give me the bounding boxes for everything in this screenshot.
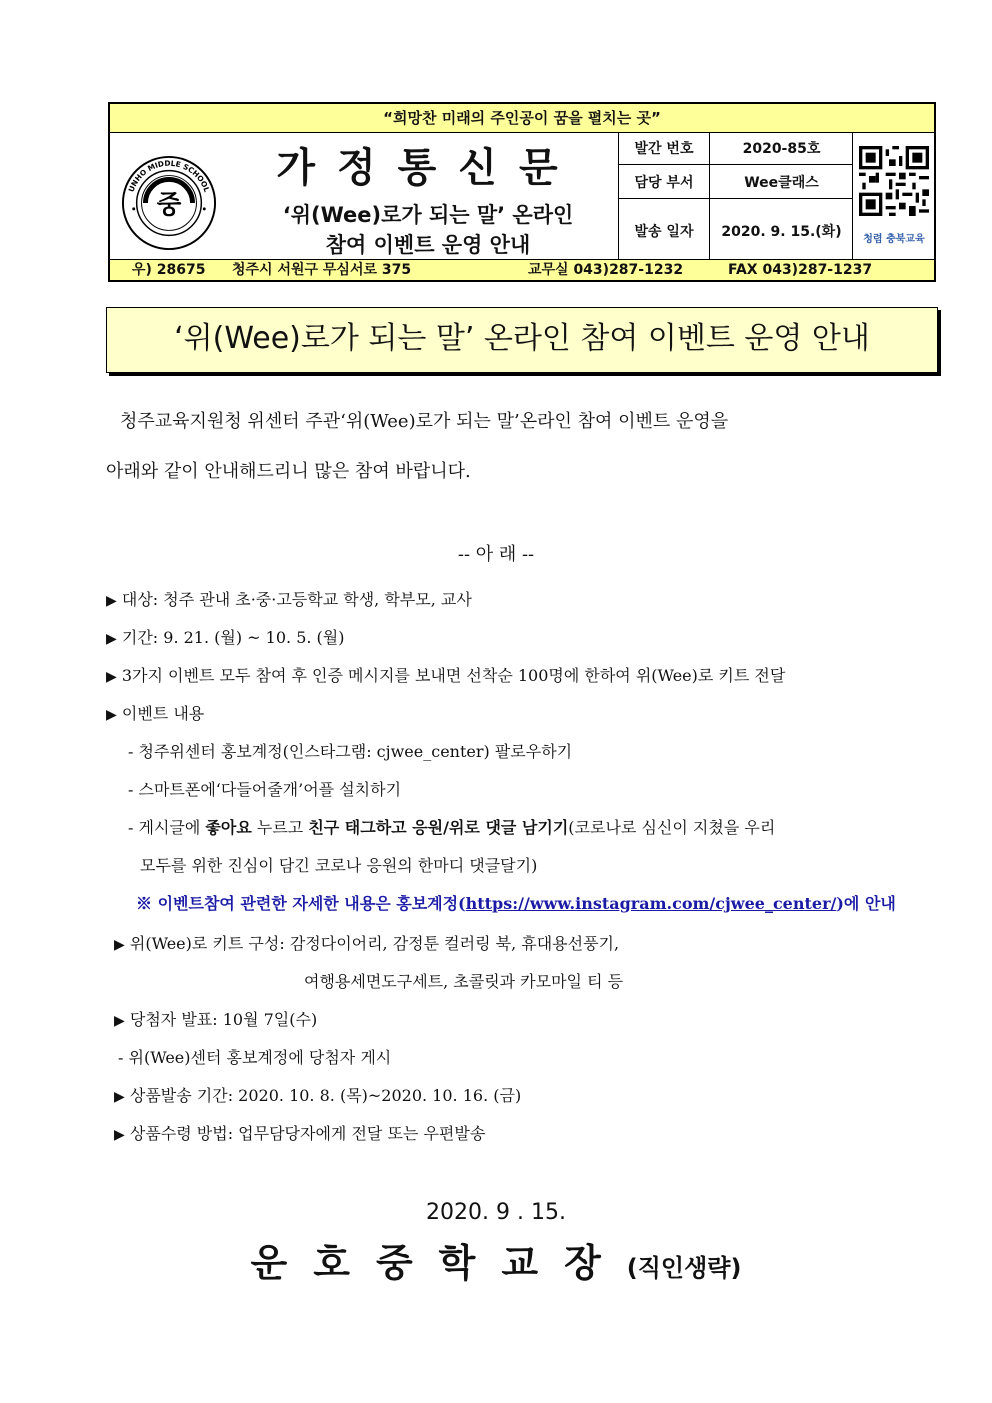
principal-signature: [0, 1232, 992, 1287]
principal-name: 운호중학교장: [250, 1240, 627, 1285]
detail-note: [136, 891, 896, 914]
item-receive-text: 상품수령 방법: 업무담당자에게 전달 또는 우편발송: [129, 1124, 486, 1143]
department-value: Wee클래스: [744, 174, 819, 191]
sub3-part: (코로나로 심신이 지쳤을 우리: [568, 818, 776, 837]
bullet-icon: ▶: [114, 937, 125, 953]
item-reward: [106, 663, 785, 686]
office-phone: 교무실 043)287-1232: [528, 262, 684, 278]
bullet-icon: ▶: [114, 1127, 125, 1143]
item-target-text: 대상: 청주 관내 초·중·고등학교 학생, 학부모, 교사: [121, 590, 472, 609]
notice-title: ‘위(Wee)로가 되는 말’ 온라인 참여 이벤트 운영 안내: [174, 321, 870, 356]
newsletter-subtitle: [238, 200, 618, 260]
tag-emphasis: 친구 태그하고 응원/위로 댓글 남기기: [308, 818, 569, 837]
bullet-icon: ▶: [114, 1013, 125, 1029]
item-target: [106, 587, 472, 610]
subtitle-line-2: 참여 이벤트 운영 안내: [325, 233, 531, 257]
education-office-logo: 청렴 충북교육: [863, 234, 925, 245]
school-motto: “희망찬 미래의 주인공이 꿈을 펼치는 곳”: [110, 104, 934, 133]
newsletter-title: 가정통신문: [276, 144, 580, 191]
logo-ring-text: UNHO MIDDLE SCHOOL: [126, 158, 212, 194]
item-kit: [114, 931, 619, 954]
department-row: [619, 165, 853, 199]
sub3-part: - 게시글에: [128, 818, 206, 837]
bullet-icon: ▶: [106, 669, 117, 685]
content-sub-2: - 스마트폰에‘다들어줄개’어플 설치하기: [128, 780, 402, 799]
address-bar: [110, 259, 934, 280]
bullet-icon: ▶: [106, 593, 117, 609]
qr-area: [852, 132, 935, 262]
item-period: [106, 625, 345, 648]
department-label: 담당 부서: [619, 165, 710, 198]
item-winner: [114, 1007, 317, 1030]
issue-number-label: 발간 번호: [619, 132, 710, 164]
item-content: [106, 701, 204, 724]
school-logo: [120, 154, 218, 252]
content-sub-3: [128, 815, 775, 838]
send-date-row: [619, 199, 853, 262]
street-address: 청주시 서원구 무심서로 375: [232, 262, 412, 278]
item-kit-text: 위(Wee)로 키트 구성: 감정다이어리, 감정툰 컬러링 북, 휴대용선풍기,: [129, 934, 620, 953]
winner-sub: - 위(Wee)센터 홍보계정에 당첨자 게시: [118, 1048, 392, 1067]
seal-note: (직인생략): [626, 1254, 742, 1282]
item-reward-text: 3가지 이벤트 모두 참여 후 인증 메시지를 보내면 선착순 100명에 한하여 위(Wee)로 키트 전달: [121, 666, 786, 685]
bullet-icon: ▶: [114, 1089, 125, 1105]
item-winner-text: 당첨자 발표: 10월 7일(수): [129, 1010, 318, 1029]
qr-code-icon: [859, 146, 929, 216]
item-receive: [114, 1121, 485, 1144]
send-date-label: 발송 일자: [619, 199, 710, 262]
item-shipping-text: 상품발송 기간: 2020. 10. 8. (목)~2020. 10. 16. (금): [129, 1086, 522, 1105]
section-heading: -- 아 래 --: [457, 544, 535, 565]
fax-number: FAX 043)287-1237: [728, 262, 873, 278]
closing-date: 2020. 9 . 15.: [426, 1200, 566, 1225]
bullet-icon: ▶: [106, 707, 117, 723]
note-text: )에 안내: [836, 894, 896, 913]
issue-number-value: 2020-85호: [742, 141, 821, 157]
intro-line-1: 청주교육지원청 위센터 주관‘위(Wee)로가 되는 말’온라인 참여 이벤트 운영을: [120, 411, 729, 432]
note-text: ※ 이벤트참여 관련한 자세한 내용은 홍보계정(: [136, 894, 466, 913]
instagram-link[interactable]: https://www.instagram.com/cjwee_center/: [465, 894, 837, 913]
issue-info-table: [618, 132, 853, 262]
send-date-value: 2020. 9. 15.(화): [721, 223, 842, 240]
content-sub-1: - 청주위센터 홍보계정(인스타그램: cjwee_center) 팔로우하기: [128, 742, 573, 761]
issue-number-row: [619, 132, 853, 165]
content-sub-3-line-2: 모두를 위한 진심이 담긴 코로나 응원의 한마디 댓글달기): [140, 856, 538, 875]
like-emphasis: 좋아요: [205, 818, 252, 837]
subtitle-line-1: ‘위(Wee)로가 되는 말’ 온라인: [282, 203, 574, 227]
item-shipping: [114, 1083, 521, 1106]
bullet-icon: ▶: [106, 631, 117, 647]
item-kit-line-2: 여행용세면도구세트, 초콜릿과 카모마일 티 등: [304, 972, 624, 991]
newsletter-header: [108, 102, 936, 282]
sub3-part: 누르고: [251, 818, 309, 837]
intro-paragraph: [106, 397, 906, 497]
notice-title-box: [106, 307, 938, 373]
intro-line-2: 아래와 같이 안내해드리니 많은 참여 바랍니다.: [106, 461, 471, 482]
item-content-text: 이벤트 내용: [121, 704, 205, 723]
logo-character: 중: [156, 189, 182, 220]
header-main: [110, 132, 934, 262]
item-period-text: 기간: 9. 21. (월) ~ 10. 5. (월): [121, 628, 345, 647]
postal-code: 우) 28675: [132, 262, 206, 278]
